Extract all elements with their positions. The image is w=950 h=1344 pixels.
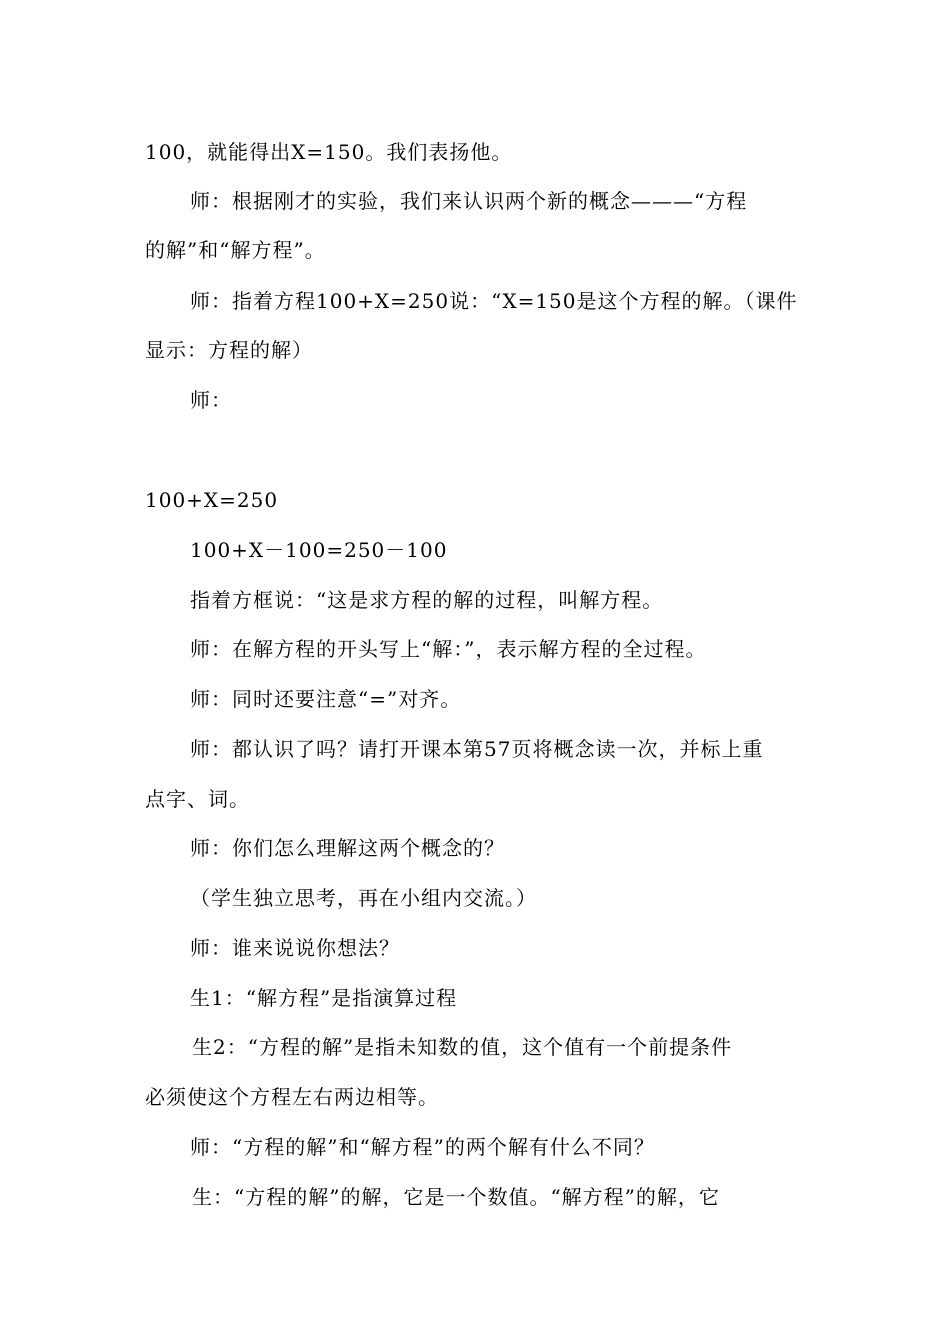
text-line-13: 点字、词。 xyxy=(145,787,250,811)
text-line-6: 师： xyxy=(190,388,232,412)
text-line-4: 师：指着方程100+X=250说：“X=150是这个方程的解。（课件 xyxy=(190,289,798,313)
text-line-3: 的解”和“解方程”。 xyxy=(145,238,326,262)
text-line-11: 师：同时还要注意“=”对齐。 xyxy=(190,687,462,711)
text-line-5: 显示：方程的解） xyxy=(145,338,313,362)
text-line-19: 必须使这个方程左右两边相等。 xyxy=(145,1085,439,1109)
text-line-20: 师：“方程的解”和“解方程”的两个解有什么不同？ xyxy=(190,1135,655,1159)
equation-line-2: 100+X－100=250－100 xyxy=(190,538,448,562)
text-line-15: （学生独立思考，再在小组内交流。） xyxy=(190,886,537,910)
text-line-12: 师：都认识了吗？请打开课本第57页将概念读一次，并标上重 xyxy=(190,737,764,761)
equation-line-1: 100+X=250 xyxy=(145,488,279,512)
text-line-14: 师：你们怎么理解这两个概念的？ xyxy=(190,836,505,860)
text-line-1: 100，就能得出X=150。我们表扬他。 xyxy=(145,140,513,164)
text-line-17: 生1：“解方程”是指演算过程 xyxy=(190,986,458,1010)
text-line-10: 师：在解方程的开头写上“解：”，表示解方程的全过程。 xyxy=(190,637,707,661)
text-line-16: 师：谁来说说你想法？ xyxy=(190,936,400,960)
text-line-2: 师：根据刚才的实验，我们来认识两个新的概念———“方程 xyxy=(190,189,748,213)
text-line-21: 生：“方程的解”的解，它是一个数值。“解方程”的解，它 xyxy=(192,1185,720,1209)
text-line-18: 生2：“方程的解”是指未知数的值，这个值有一个前提条件 xyxy=(192,1035,733,1059)
text-line-9: 指着方框说：“这是求方程的解的过程，叫解方程。 xyxy=(190,588,664,612)
